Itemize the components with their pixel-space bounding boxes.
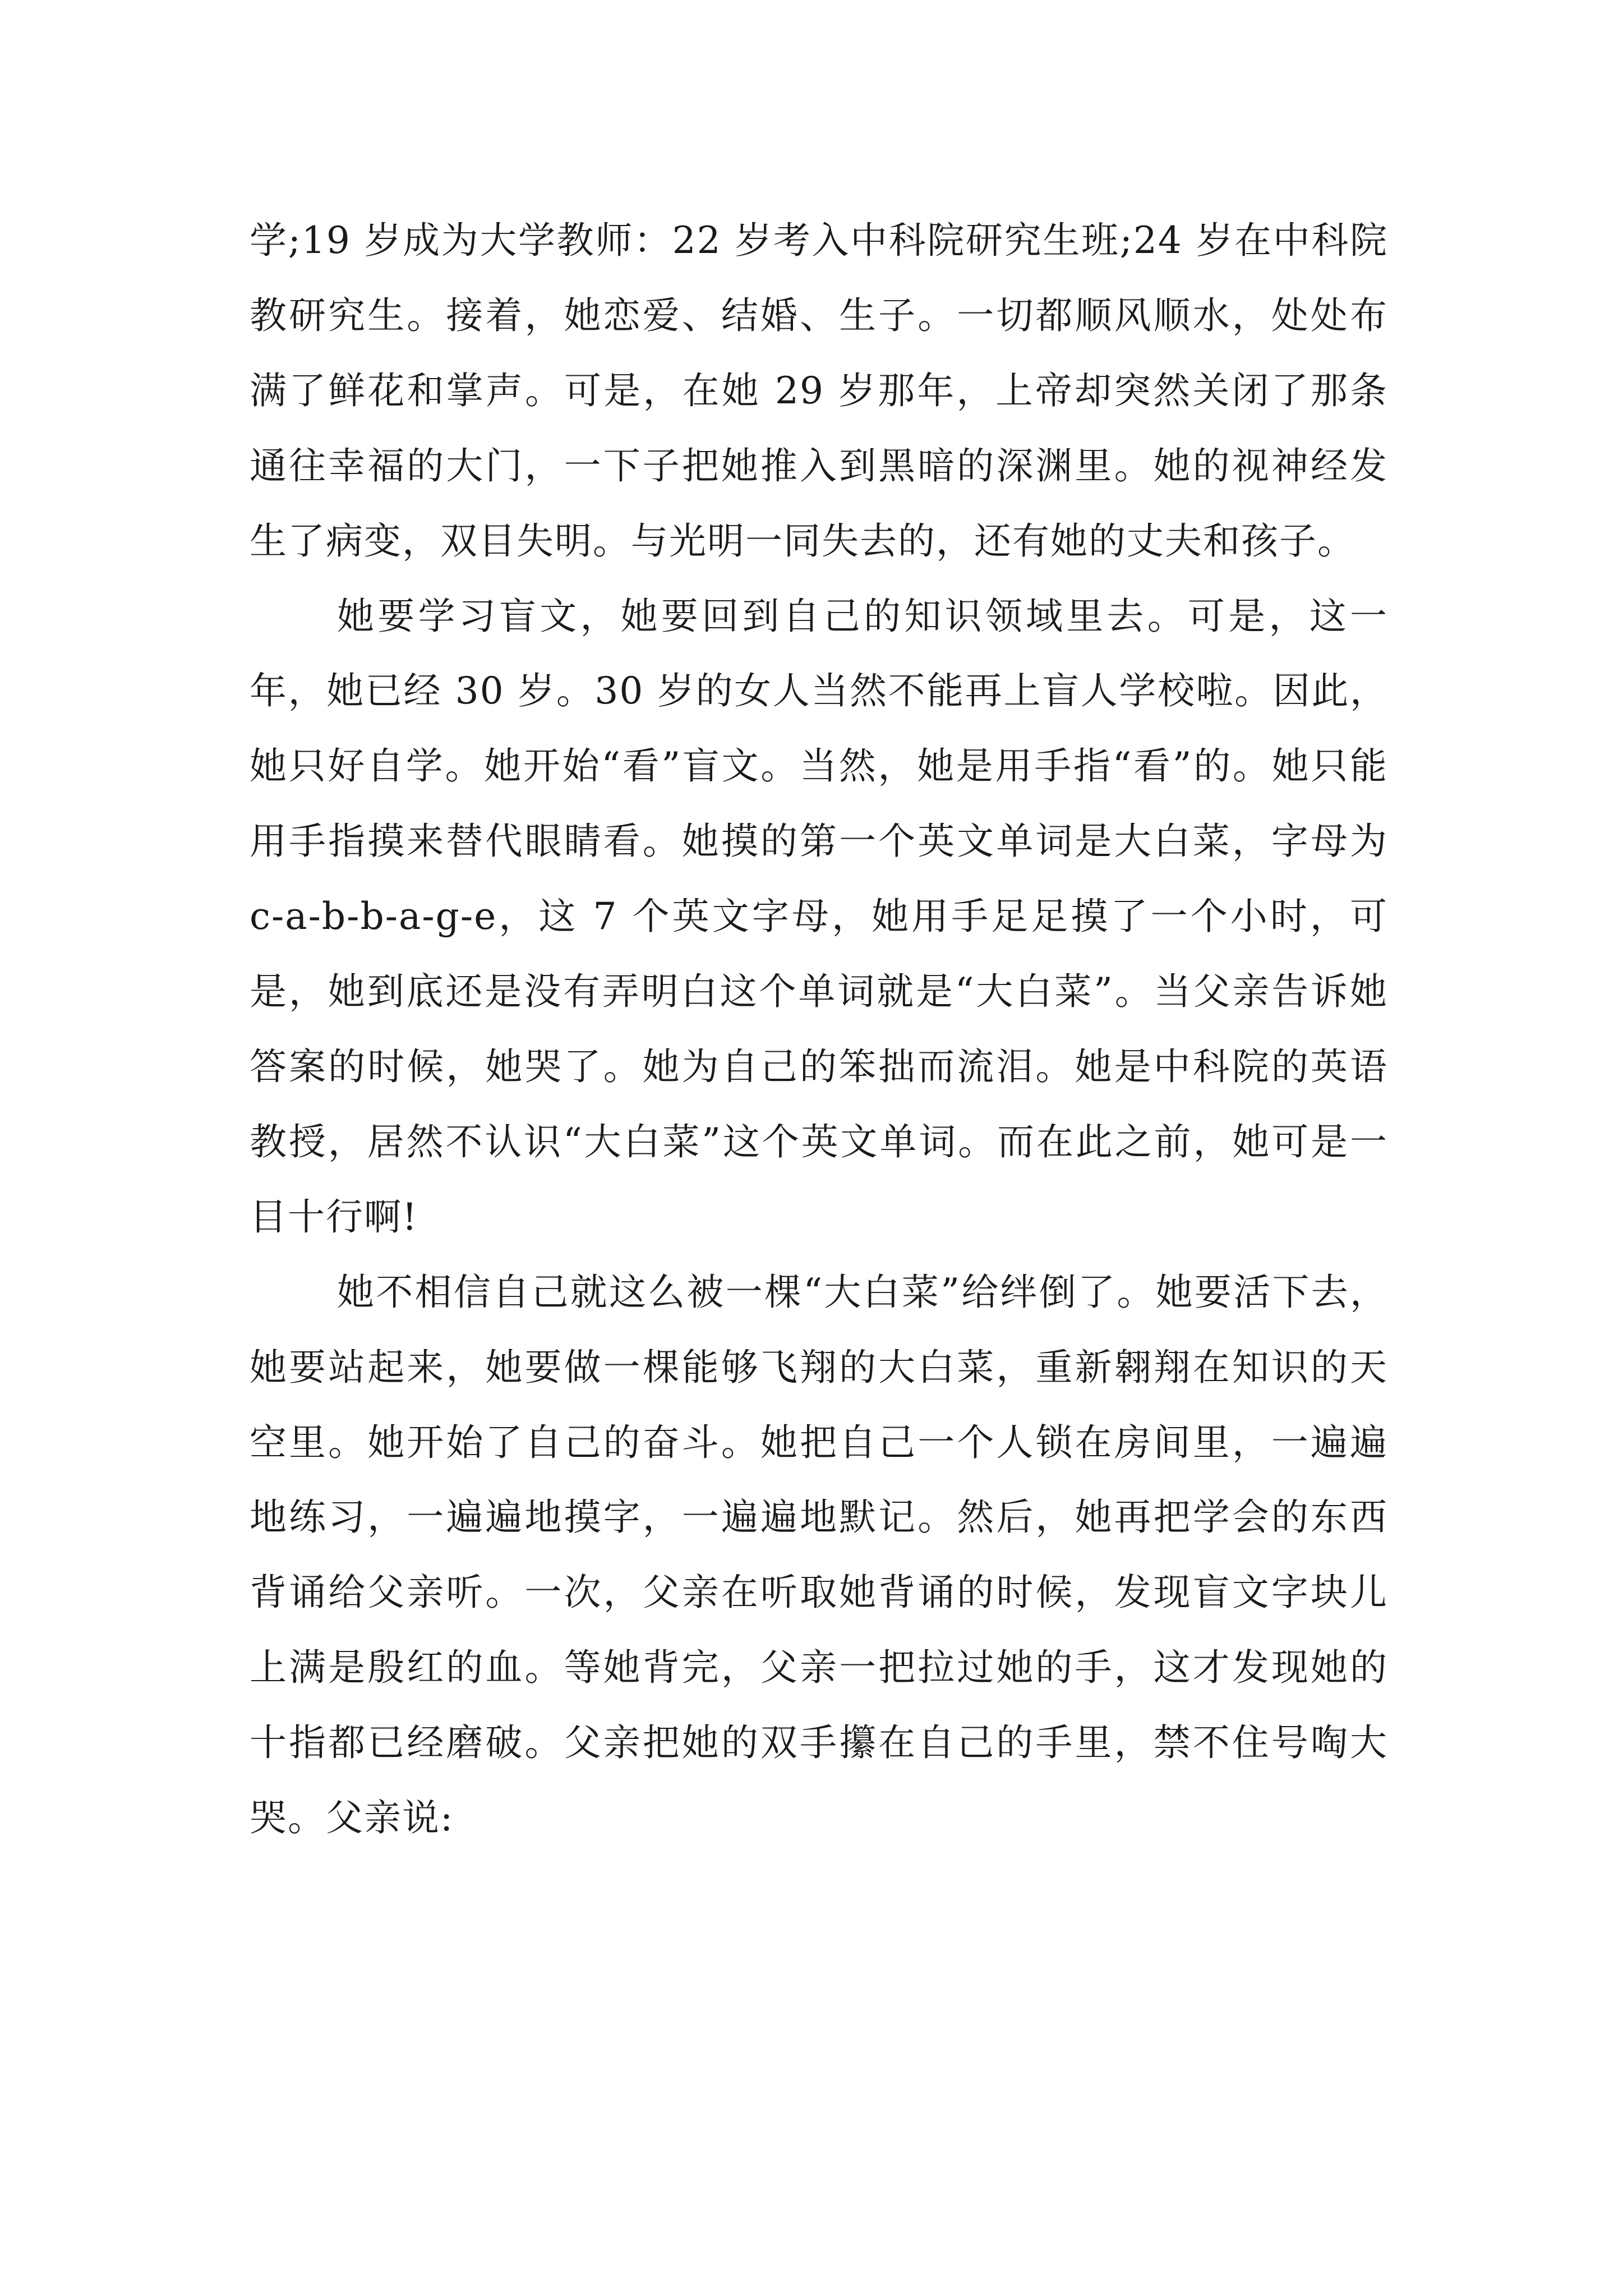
paragraph-learning-braille: 她要学习盲文，她要回到自己的知识领域里去。可是，这一年，她已经 30 岁。30 岁的女人当然不能再上盲人学校啦。因此，她只好自学。她开始“看”盲文。当然，她是用手指“看”的。她只能用手指摸来替代眼睛看。她摸的第一个英文单词是大白菜，字母为 c-a-b-b-a-g-e，这 7 个英文字母，她用手足足摸了一个小时，可是，她到底还是没有弄明白这个单词就是“大白菜”。当父亲告诉她答案的时候，她哭了。她为自己的笨拙而流泪。她是中科院的英语教授，居然不认识“大白菜”这个英文单词。而在此之前，她可是一目十行啊! [250, 594, 1388, 1239]
paragraph-perseverance: 她不相信自己就这么被一棵“大白菜”给绊倒了。她要活下去，她要站起来，她要做一棵能够飞翔的大白菜，重新翱翔在知识的天空里。她开始了自己的奋斗。她把自己一个人锁在房间里，一遍遍地练习，一遍遍地摸字，一遍遍地默记。然后，她再把学会的东西背诵给父亲听。一次，父亲在听取她背诵的时候，发现盲文字块儿上满是殷红的血。等她背完，父亲一把拉过她的手，这才发现她的十指都已经磨破。父亲把她的双手攥在自己的手里，禁不住号啕大哭。父亲说: [250, 1270, 1388, 1840]
body-text [250, 203, 1388, 1856]
paragraph-continuation: 学;19 岁成为大学教师：22 岁考入中科院研究生班;24 岁在中科院教研究生。接着，她恋爱、结婚、生子。一切都顺风顺水，处处布满了鲜花和掌声。可是，在她 29 岁那年，上帝却突然关闭了那条通往幸福的大门，一下子把她推入到黑暗的深渊里。她的视神经发生了病变，双目失明。与光明一同失去的，还有她的丈夫和孩子。 [250, 219, 1388, 563]
